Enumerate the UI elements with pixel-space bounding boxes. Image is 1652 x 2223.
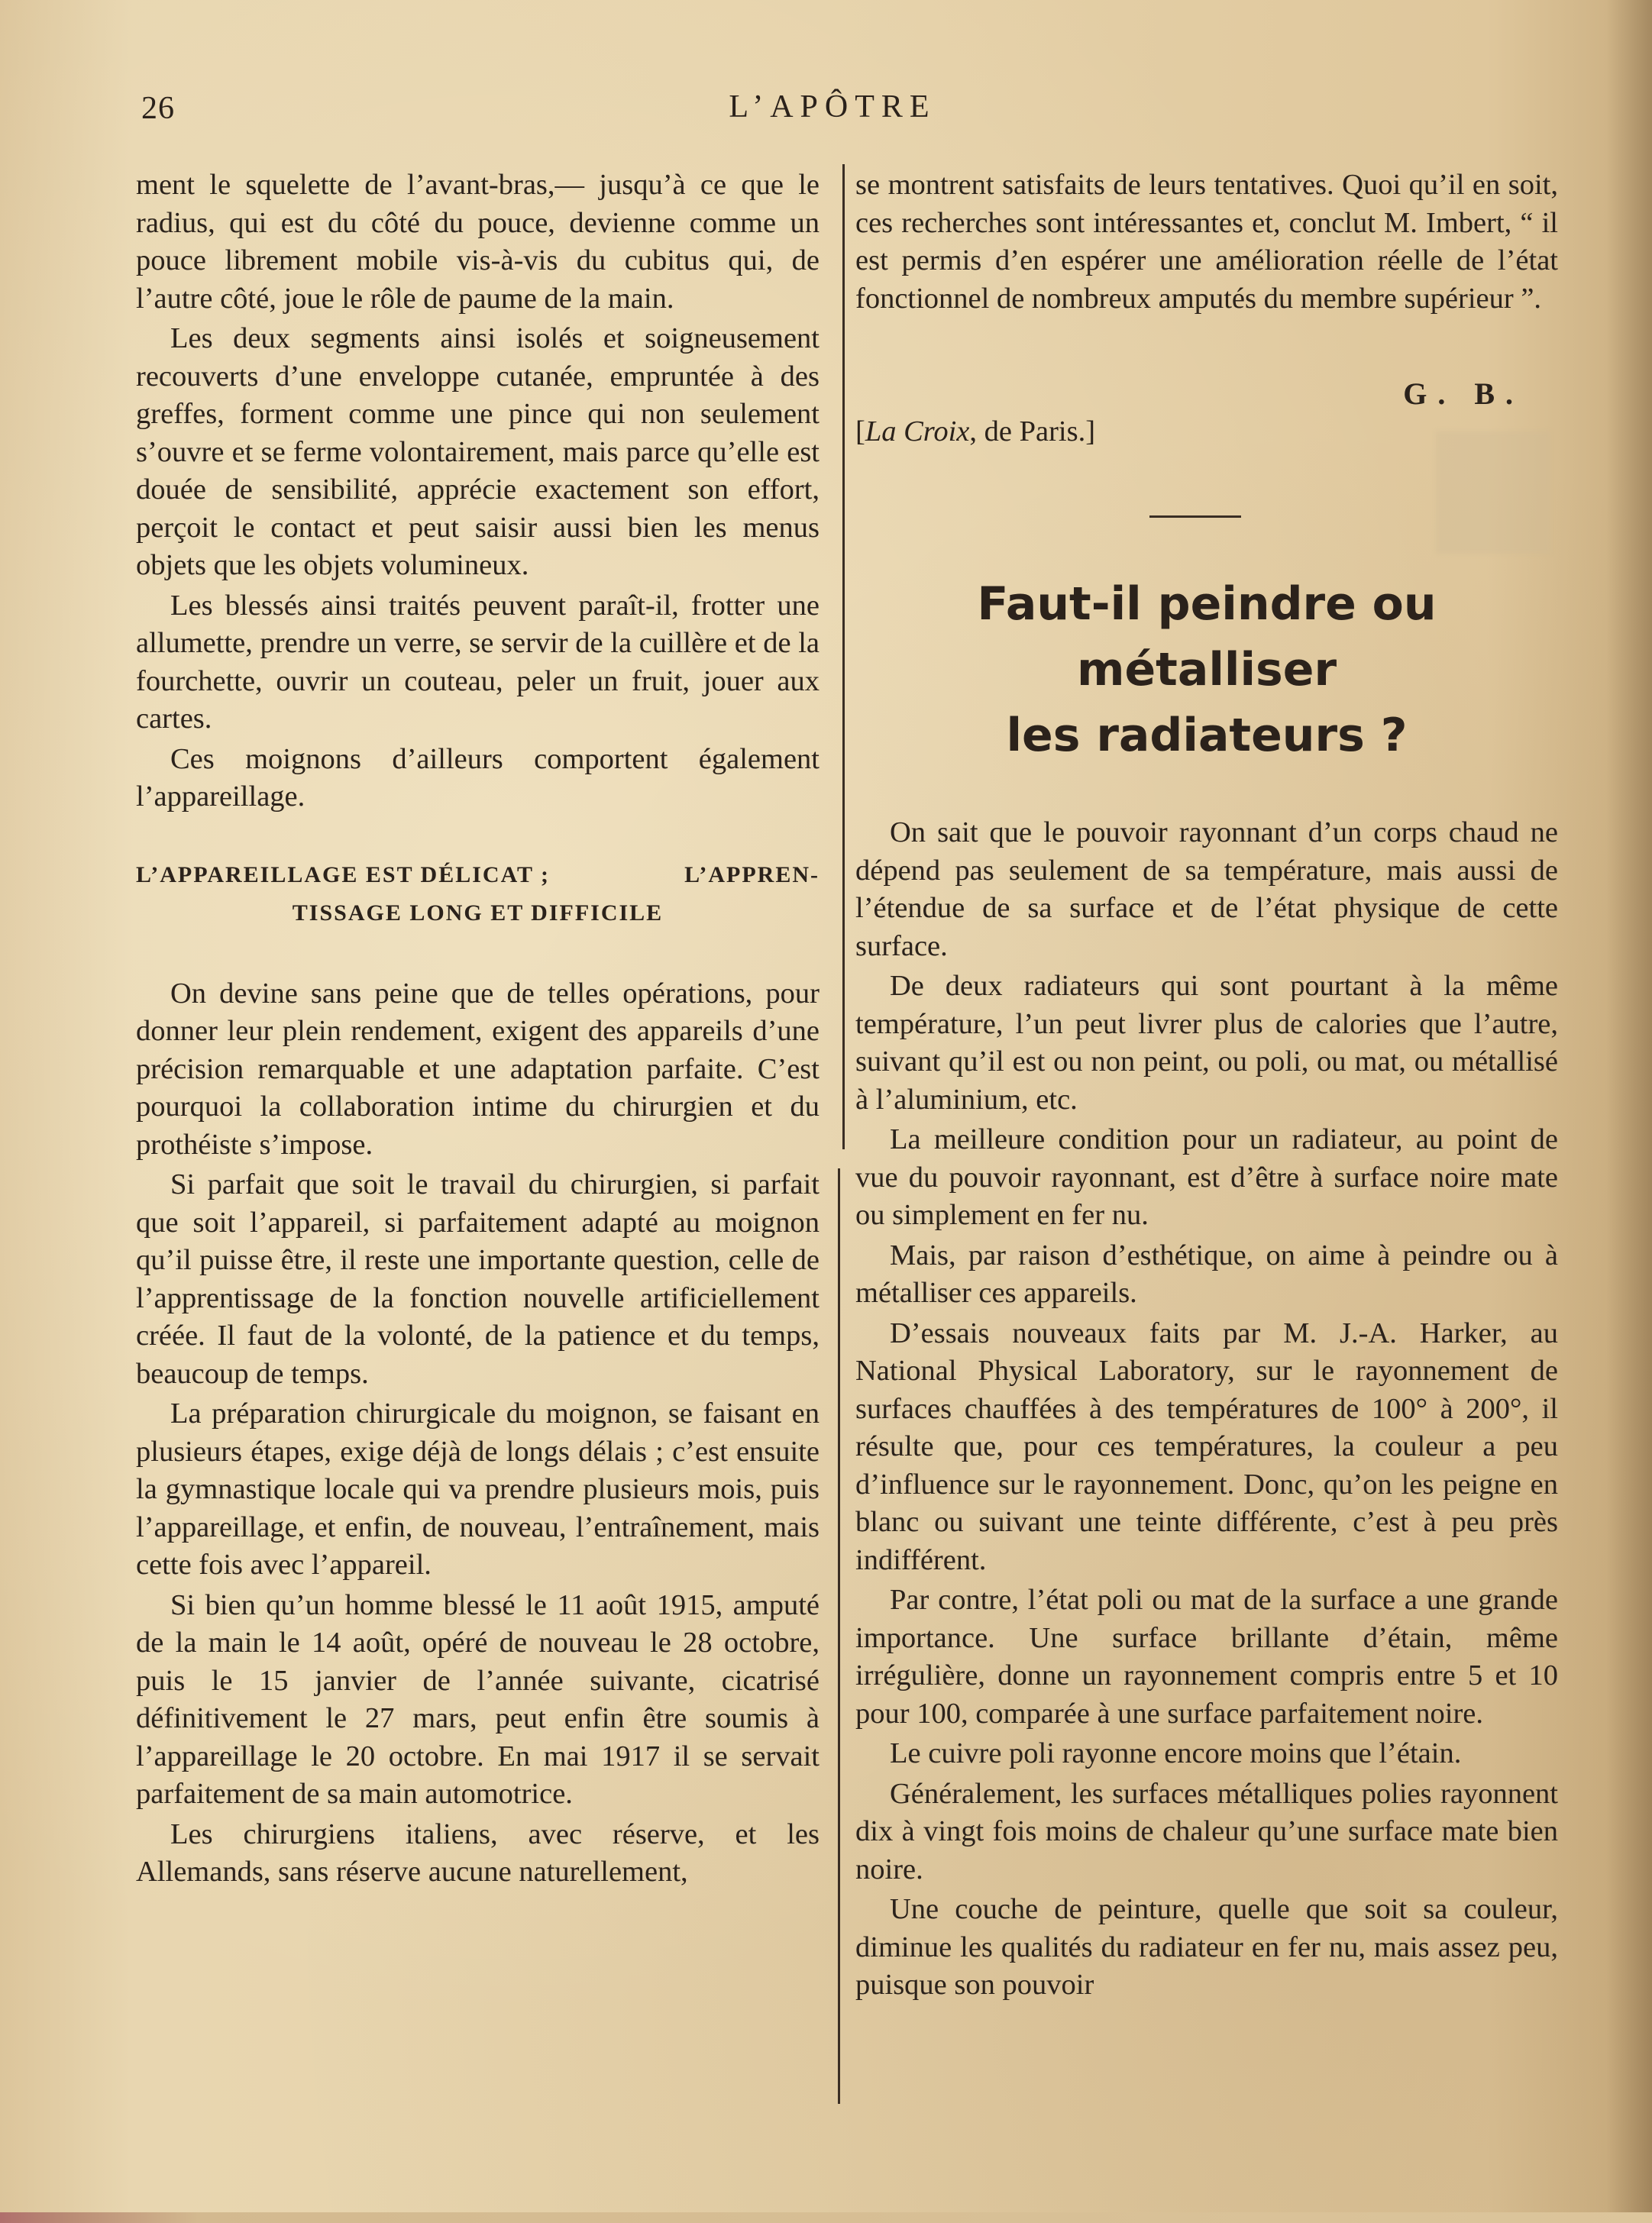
column-rule-upper bbox=[842, 164, 845, 1149]
column-rule-lower bbox=[838, 1168, 840, 2104]
paragraph: La préparation chirurgicale du moignon, se faisant en plusieurs étapes, exige déjà de longs délais ; c’est ensuite la gymnastique locale qui va prendre plusieurs mois, puis l’appareillage, et enfin, de nouveau, l’entraînement, mais cette fois avec l’appareil. bbox=[136, 1397, 820, 1581]
author-signature: G. B. bbox=[1403, 376, 1524, 411]
page-number: 26 bbox=[141, 91, 175, 126]
subheading-part: TISSAGE LONG ET DIFFICILE bbox=[292, 900, 664, 926]
source-credit: [La Croix, de Paris.] bbox=[855, 415, 1096, 448]
article-title-line: Faut-il peindre ou métalliser bbox=[977, 577, 1437, 696]
paragraph: La meilleure condition pour un radiateur, au point de vue du pouvoir rayonnant, est d’être à surface noire mate ou simplement en fer nu. bbox=[855, 1123, 1558, 1231]
paragraph: D’essais nouveaux faits par M. J.-A. Harker, au National Physical Laboratory, sur le rayonnement de surfaces chauffées à des températures de 100° à 200°, il résulte que, pour ces températures, la couleur a peu d’influence sur le rayonnement. Donc, qu’on les peigne en blanc ou suivant une teinte différente, c’est à peu près indifférent. bbox=[855, 1317, 1558, 1576]
article-title bbox=[855, 571, 1558, 768]
page-gutter-shadow bbox=[1606, 0, 1652, 2223]
paragraph: Le cuivre poli rayonne encore moins que l’étain. bbox=[890, 1737, 1462, 1769]
paragraph: Les deux segments ainsi isolés et soigneusement recouverts d’une enveloppe cutanée, empruntée à des greffes, forment comme une pince qui non seulement s’ouvre et se ferme volontairement, mais parce qu’elle est douée de sensibilité, apprécie exactement son effort, perçoit le contact et peut saisir aussi bien les menus objets que les objets volumineux. bbox=[136, 322, 820, 581]
left-column bbox=[136, 166, 820, 1892]
paragraph: Une couche de peinture, quelle que soit sa couleur, diminue les qualités du radiateur en fer nu, mais assez peu, puisque son pouvoir bbox=[855, 1893, 1558, 2001]
paragraph: De deux radiateurs qui sont pourtant à la même température, l’un peut livrer plus de calories que l’autre, suivant qu’il est ou non peint, ou poli, ou mat, ou métallisé à l’aluminium, etc. bbox=[855, 970, 1558, 1116]
paragraph: Les chirurgiens italiens, avec réserve, et les Allemands, sans réserve aucune naturellement, bbox=[136, 1817, 820, 1888]
page-bottom-edge bbox=[0, 2212, 1652, 2223]
subheading-part: L’APPAREILLAGE EST DÉLICAT ; bbox=[136, 861, 550, 887]
paragraph: Les blessés ainsi traités peuvent paraît-il, frotter une allumette, prendre un verre, se servir de la cuillère et de la fourchette, ouvrir un couteau, peler un fruit, jouer aux cartes. bbox=[136, 589, 820, 735]
running-title: L’APÔTRE bbox=[729, 89, 936, 124]
article-title-line: les radiateurs ? bbox=[1006, 709, 1408, 762]
section-subheading bbox=[136, 856, 820, 932]
paragraph: se montrent satisfaits de leurs tentatives. Quoi qu’il en soit, ces recherches sont intéressantes et, conclut M. Imbert, “ il est permis d’en espérer une amélioration réelle de l’état fonctionnel de nombreux amputés du membre supérieur ”. bbox=[855, 169, 1558, 315]
paragraph: Si bien qu’un homme blessé le 11 août 1915, amputé de la main le 14 août, opéré de nouveau le 28 octobre, puis le 15 janvier de l’année suivante, cicatrisé définitivement le 27 mars, peut enfin être soumis à l’appareillage le 20 octobre. En mai 1917 il se servait parfaitement de sa main automotrice. bbox=[136, 1588, 820, 1810]
paragraph: On devine sans peine que de telles opérations, pour donner leur plein rendement, exigent des appareils d’une précision remarquable et une adaptation parfaite. C’est pourquoi la collaboration intime du chirurgien et du prothéiste s’impose. bbox=[136, 977, 820, 1161]
paragraph: On sait que le pouvoir rayonnant d’un corps chaud ne dépend pas seulement de sa température, mais aussi de l’étendue de sa surface et de l’état physique de cette surface. bbox=[855, 816, 1558, 962]
paragraph: ment le squelette de l’avant-bras,— jusqu’à ce que le radius, qui est du côté du pouce, devienne comme un pouce librement mobile vis-à-vis du cubitus qui, de l’autre côté, joue le rôle de paume de la main. bbox=[136, 169, 820, 315]
subheading-part: L’APPREN- bbox=[684, 861, 820, 887]
paragraph: Ces moignons d’ailleurs comportent également l’appareillage. bbox=[136, 742, 820, 813]
source-title: La Croix bbox=[865, 415, 970, 448]
section-divider bbox=[1149, 515, 1241, 518]
paragraph: Mais, par raison d’esthétique, on aime à peindre ou à métalliser ces appareils. bbox=[855, 1239, 1558, 1309]
right-column bbox=[855, 166, 1558, 2005]
paragraph: Si parfait que soit le travail du chirurgien, si parfait que soit l’appareil, si parfaitement adapté au moignon qu’il puisse être, il reste une importante question, celle de l’apprentissage de la fonction nouvelle artificiellement créée. Il faut de la volonté, de la patience et du temps, beaucoup de temps. bbox=[136, 1168, 820, 1390]
paragraph: Généralement, les surfaces métalliques polies rayonnent dix à vingt fois moins de chaleur qu’une surface mate bien noire. bbox=[855, 1777, 1558, 1885]
paragraph: Par contre, l’état poli ou mat de la surface a une grande importance. Une surface brillante d’étain, même irrégulière, donne un rayonnement compris entre 5 et 10 pour 100, comparée à une surface parfaitement noire. bbox=[855, 1584, 1558, 1730]
